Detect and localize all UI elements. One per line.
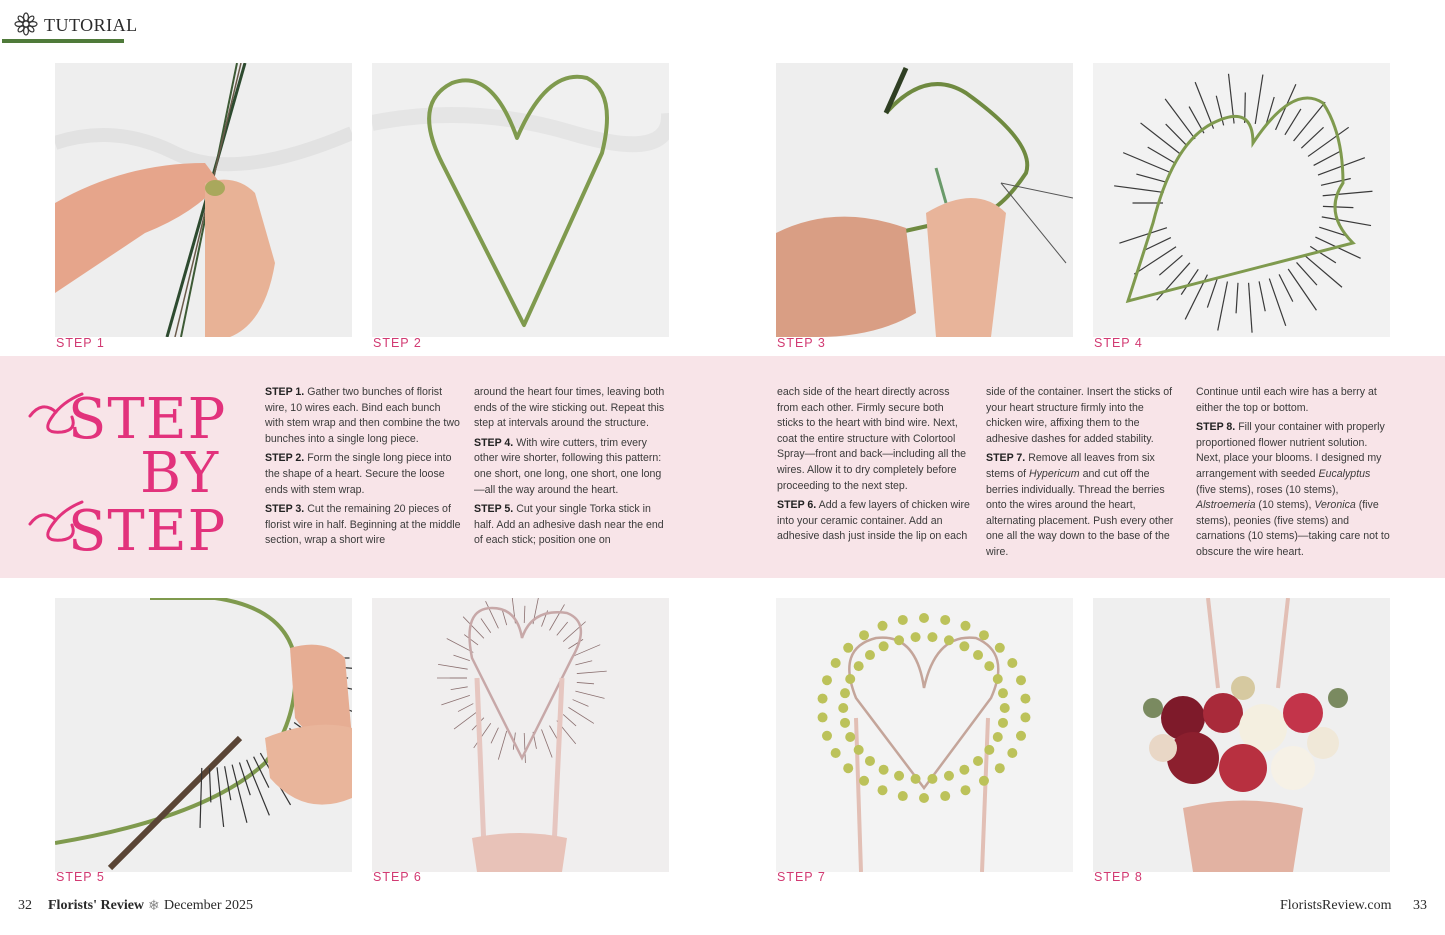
step-5-text-continued: each side of the heart directly across from each other. Firmly secure both sticks to the heart with bind wire. Next, coat the entire structure with Colortool Spray—front and back—including all the wires. Allow it to dry completely before proceeding to the next step. (777, 386, 967, 492)
instructions-column-2 (474, 385, 670, 553)
title-line-3: STEP (68, 499, 227, 564)
step-1-photo (55, 63, 352, 337)
step-6-caption: STEP 6 (373, 870, 422, 884)
step-5-caption: STEP 5 (56, 870, 105, 884)
step-7-photo (776, 598, 1073, 872)
step-6-photo (372, 598, 669, 872)
step-3-text: STEP 3. Cut the remaining 20 pieces of florist wire in half. Beginning at the middle section, wrap a short wire (265, 503, 461, 547)
magazine-name: Florists' Review (48, 898, 145, 913)
instructions-column-1 (265, 385, 461, 553)
section-label: TUTORIAL (44, 15, 138, 35)
step-5-text: STEP 5. Cut your single Torka stick in half. Add an adhesive dash near the end of each stick; position one on (474, 503, 664, 547)
right-page-number: 33 (1413, 898, 1427, 913)
step-7-caption: STEP 7 (777, 870, 826, 884)
issue-date: December 2025 (164, 898, 254, 913)
step-2-caption: STEP 2 (373, 336, 422, 350)
step-4-caption: STEP 4 (1094, 336, 1143, 350)
step-5-photo (55, 598, 352, 872)
left-page-number: 32 (18, 898, 32, 913)
instructions-column-3 (777, 385, 973, 549)
instructions-column-5 (1196, 385, 1392, 565)
section-header (0, 8, 138, 46)
step-3-caption: STEP 3 (777, 336, 826, 350)
step-7-text: STEP 7. Remove all leaves from six stems of Hypericum and cut off the berries individually. Thread the berries onto the wires around the heart, alternating placement. Push every other one all the way down to the base of the wire. (986, 452, 1174, 558)
step-6-text-continued: side of the container. Insert the sticks of your heart structure firmly into the chicken wire, affixing them to the adhesive dashes for added stability. (986, 386, 1173, 445)
title-line-2: BY (140, 441, 220, 506)
title-line-1: STEP (68, 387, 227, 452)
step-3-photo (776, 63, 1073, 337)
step-2-text: STEP 2. Form the single long piece into the shape of a heart. Secure the loose ends with stem wrap. (265, 452, 452, 496)
step-4-text: STEP 4. With wire cutters, trim every other wire shorter, following this pattern: one short, one long, one short, one long—all the way around the heart. (474, 436, 662, 496)
step-3-text-continued: around the heart four times, leaving both ends of the wire sticking out. Repeat this step at intervals around the structure. (474, 386, 665, 430)
step-8-photo (1093, 598, 1390, 872)
step-1-caption: STEP 1 (56, 336, 105, 350)
dahlia-flower-icon (14, 12, 38, 36)
step-4-photo (1093, 63, 1390, 337)
step-7-text-continued: Continue until each wire has a berry at either the top or bottom. (1196, 386, 1377, 414)
step-8-caption: STEP 8 (1094, 870, 1143, 884)
step-6-text: STEP 6. Add a few layers of chicken wire into your ceramic container. Add an adhesive dash just inside the lip on each (777, 499, 970, 543)
step-8-text: STEP 8. Fill your container with properly proportioned flower nutrient solution. Next, place your blooms. I designed my arrangement with seeded Eucalyptus (five stems), roses (10 stems), Alstroemeria (10 stems), Veronica (five stems), peonies (five stems) and carnations (10 stems)—taking care not to obscure the wire heart. (1196, 421, 1390, 558)
step-2-photo (372, 63, 669, 337)
snowflake-icon: ❄ (148, 899, 160, 914)
instructions-column-4 (986, 385, 1182, 565)
header-rule (2, 39, 124, 43)
step-1-text: STEP 1. Gather two bunches of florist wire, 10 wires each. Bind each bunch with stem wrap and then combine the two bunches into a single long piece. (265, 386, 460, 445)
website-link[interactable]: FloristsReview.com (1280, 898, 1392, 913)
step-by-step-title (22, 372, 257, 562)
